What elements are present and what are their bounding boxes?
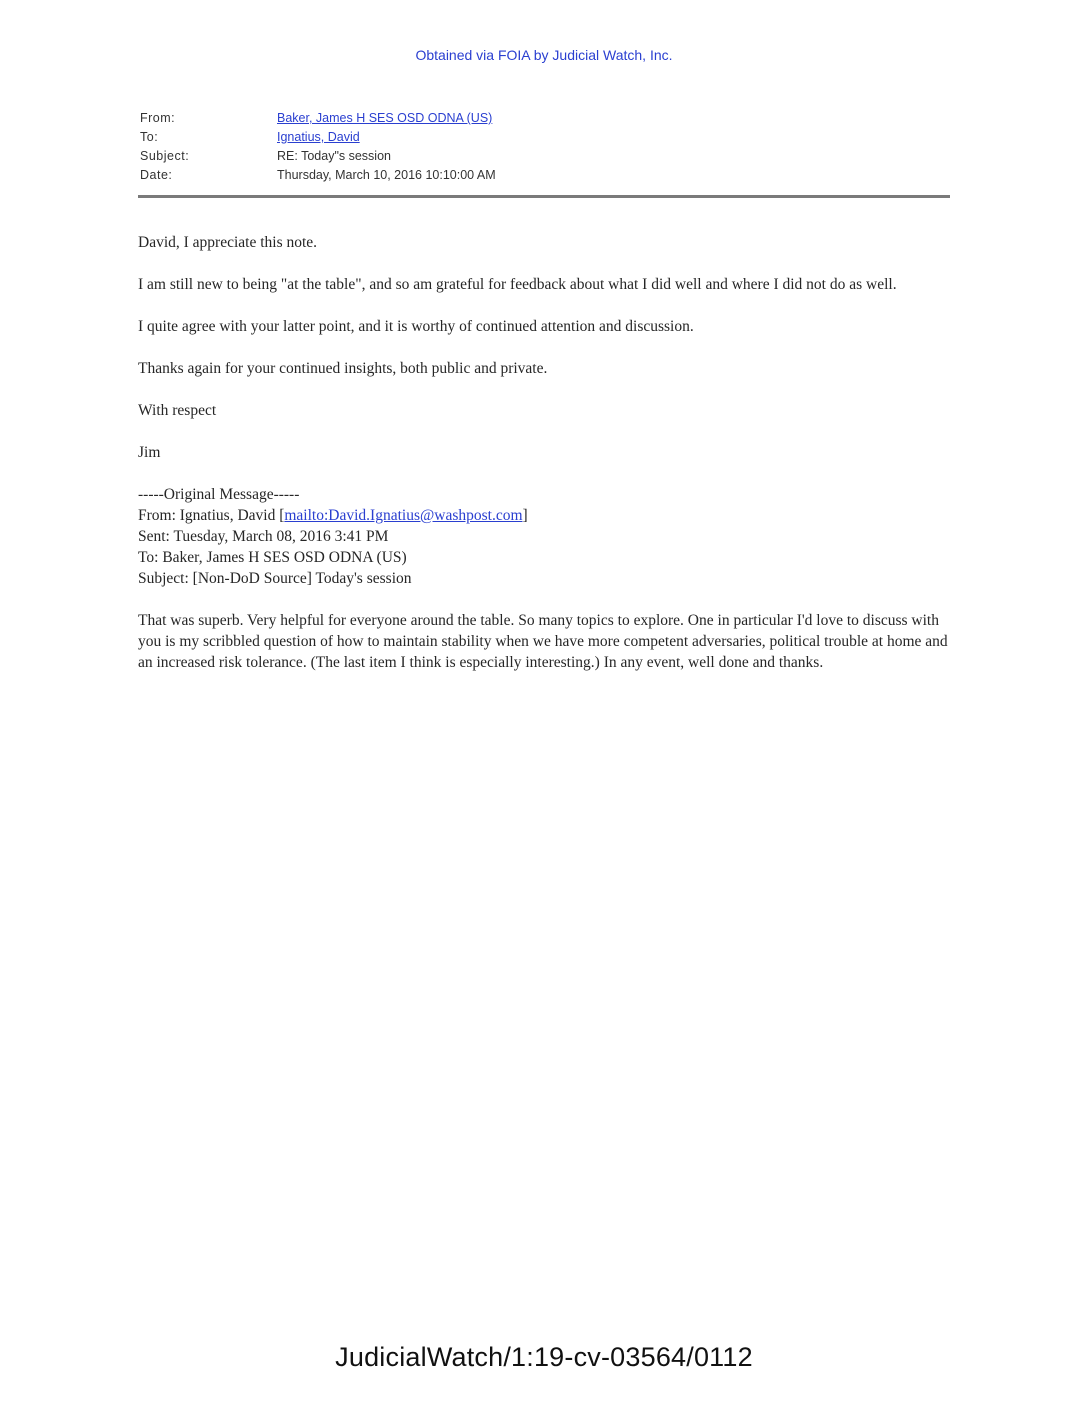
mailto-link[interactable]: mailto:David.Ignatius@washpost.com bbox=[284, 507, 523, 524]
subject-row bbox=[140, 147, 496, 166]
original-from-suffix: ] bbox=[522, 507, 528, 524]
body-paragraph: David, I appreciate this note. bbox=[138, 234, 318, 251]
from-row bbox=[140, 109, 496, 128]
email-header bbox=[140, 109, 496, 185]
document-id: JudicialWatch/1:19-cv-03564/0112 bbox=[335, 1342, 753, 1372]
from-value-link[interactable]: Baker, James H SES OSD ODNA (US) bbox=[277, 111, 493, 125]
header-divider bbox=[138, 195, 950, 198]
subject-label: Subject: bbox=[140, 149, 190, 163]
original-message-text: That was superb. Very helpful for everyone around the table. So many topics to explore. One in particular I'd love to discuss with you is my scribbled question of how to maintain stability when we have more competent adversaries, political trouble at home and an increased risk tolerance. (The last item I think is especially interesting.) In any event, well done and thanks. bbox=[138, 612, 948, 671]
date-value: Thursday, March 10, 2016 10:10:00 AM bbox=[277, 168, 496, 182]
body-paragraph: Thanks again for your continued insights, both public and private. bbox=[138, 360, 548, 377]
original-sent: Sent: Tuesday, March 08, 2016 3:41 PM bbox=[138, 528, 389, 545]
date-row bbox=[140, 166, 496, 185]
body-paragraph: I am still new to being "at the table", and so am grateful for feedback about what I did well and where I did not do as well. bbox=[138, 276, 897, 293]
subject-value: RE: Today"s session bbox=[277, 149, 391, 163]
original-to: To: Baker, James H SES OSD ODNA (US) bbox=[138, 549, 407, 566]
to-row bbox=[140, 128, 496, 147]
to-label: To: bbox=[140, 130, 159, 144]
original-subject: Subject: [Non-DoD Source] Today's session bbox=[138, 570, 412, 587]
original-message-header bbox=[138, 484, 953, 589]
body-paragraph: I quite agree with your latter point, and it is worthy of continued attention and discussion. bbox=[138, 318, 694, 335]
email-body bbox=[138, 232, 953, 694]
original-separator: -----Original Message----- bbox=[138, 486, 300, 503]
body-signature: Jim bbox=[138, 444, 161, 461]
foia-notice: Obtained via FOIA by Judicial Watch, Inc. bbox=[415, 47, 673, 63]
to-value-link[interactable]: Ignatius, David bbox=[277, 130, 360, 144]
original-from-prefix: From: Ignatius, David [ bbox=[138, 507, 285, 524]
from-label: From: bbox=[140, 111, 176, 125]
body-closing: With respect bbox=[138, 402, 217, 419]
date-label: Date: bbox=[140, 168, 173, 182]
original-from bbox=[138, 505, 953, 526]
